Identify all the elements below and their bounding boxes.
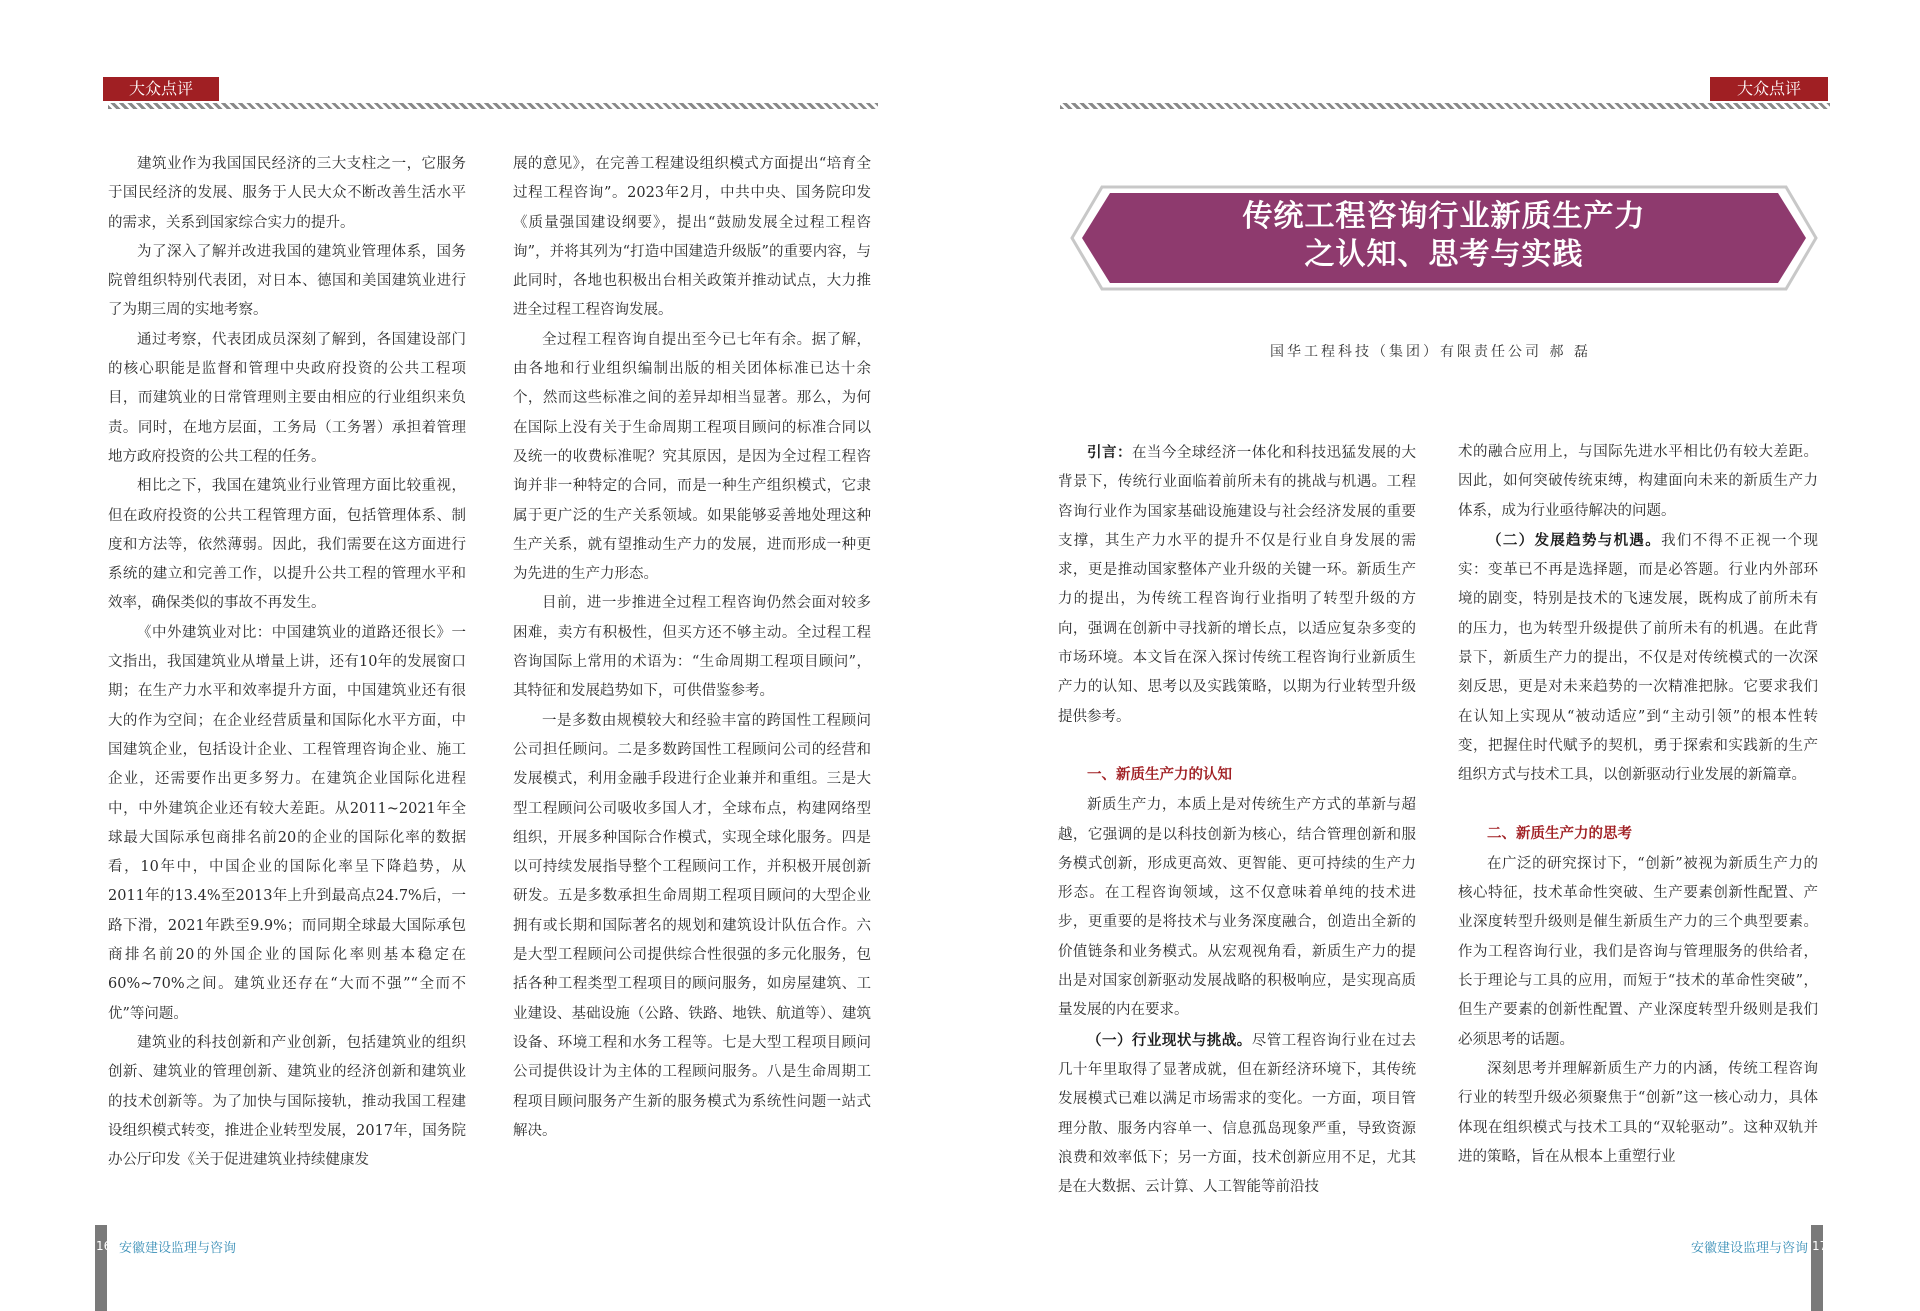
right-column-2 bbox=[1458, 438, 1818, 1172]
article-title-line-1: 传统工程咨询行业新质生产力 bbox=[1242, 199, 1646, 234]
footer-title-left: 安徽建设监理与咨询 bbox=[119, 1241, 237, 1256]
paragraph: 新质生产力，本质上是对传统生产方式的革新与超越，它强调的是以科技创新为核心，结合管理创新和服务模式创新，形成更高效、更智能、更可持续的生产力形态。在工程咨询领域，这不仅意味着单纯的技术进步，更重要的是将技术与业务深度融合，创造出全新的价值链条和业务模式。从宏观视角看，新质生产力的提出是对国家创新驱动发展战略的积极响应，是实现高质量发展的内在要求。 bbox=[1058, 797, 1416, 1019]
paragraph: 展的意见》，在完善工程建设组织模式方面提出“培育全过程工程咨询”。2023年2月，中共中央、国务院印发《质量强国建设纲要》，提出“鼓励发展全过程工程咨询”，并将其列为“打造中国建造升级版”的重要内容，与此同时，各地也积极出台相关政策并推动试点，大力推进全过程工程咨询发展。 bbox=[513, 156, 871, 319]
section-heading-1: 一、新质生产力的认知 bbox=[1087, 765, 1232, 783]
page-edge-bar-right bbox=[1811, 1225, 1823, 1311]
header-rule-right bbox=[1060, 103, 1830, 109]
subheading-1: （一）行业现状与挑战。 bbox=[1087, 1031, 1252, 1049]
page-number-right: 17 bbox=[1812, 1239, 1828, 1253]
paragraph: 通过考察，代表团成员深刻了解到，各国建设部门的核心职能是监督和管理中央政府投资的公共工程项目，而建筑业的日常管理则主要由相应的行业组织来负责。同时，在地方层面，工务局（工务署）承担着管理地方政府投资的公共工程的任务。 bbox=[108, 331, 466, 465]
paragraph: 全过程工程咨询自提出至今已七年有余。据了解，由各地和行业组织编制出版的相关团体标准已达十余个，然而这些标准之间的差异却相当显著。那么，为何在国际上没有关于生命周期工程项目顾问的标准合同以及统一的收费标准呢？究其原因，是因为全过程工程咨询并非一种特定的合同，而是一种生产组织模式，它隶属于更广泛的生产关系领域。如果能够妥善地处理这种生产关系，就有望推动生产力的发展，进而形成一种更为先进的生产力形态。 bbox=[513, 331, 871, 583]
paragraph: 建筑业的科技创新和产业创新，包括建筑业的组织创新、建筑业的管理创新、建筑业的经济创新和建筑业的技术创新等。为了加快与国际接轨，推动我国工程建设组织模式转变，推进企业转型发展，2017年，国务院办公厅印发《关于促进建筑业持续健康发 bbox=[108, 1034, 466, 1169]
paragraph: 目前，进一步推进全过程工程咨询仍然会面对较多困难，卖方有积极性，但买方还不够主动。全过程工程咨询国际上常用的术语为：“生命周期工程项目顾问”，其特征和发展趋势如下，可供借鉴参考。 bbox=[513, 595, 871, 700]
left-column-2 bbox=[513, 150, 871, 1146]
subheading-2-text: 我们不得不正视一个现实：变革已不再是选择题，而是必答题。行业内外部环境的剧变，特别是技术的飞速发展，既构成了前所未有的压力，也为转型升级提供了前所未有的机遇。在此背景下，新质生产力的提出，不仅是对传统模式的一次深刻反思，更是对未来趋势的一次精准把脉。它要求我们在认知上实现从“被动适应”到“主动引领”的根本性转变，把握住时代赋予的契机，勇于探索和实践新的生产组织方式与技术工具，以创新驱动行业发展的新篇章。 bbox=[1458, 532, 1819, 784]
paragraph: 建筑业作为我国国民经济的三大支柱之一，它服务于国民经济的发展、服务于人民大众不断改善生活水平的需求，关系到国家综合实力的提升。 bbox=[108, 156, 466, 231]
paragraph: 《中外建筑业对比：中国建筑业的道路还很长》一文指出，我国建筑业从增量上讲，还有10年的发展窗口期；在生产力水平和效率提升方面，中国建筑业还有很大的作为空间；在企业经营质量和国际化水平方面，中国建筑企业，包括设计企业、工程管理咨询企业、施工企业，还需要作出更多努力。在建筑企业国际化进程中，中外建筑企业还有较大差距。从2011~2021年全球最大国际承包商排名前20的企业的国际化率的数据看，10年中，中国企业的国际化率呈下降趋势，从2011年的13.4%至2013年上升到最高点24.7%后，一路下滑，2021年跌至9.9%；而同期全球最大国际承包商排名前20的外国企业的国际化率则基本稳定在60%~70%之间。建筑业还存在“大而不强”“全而不优”等问题。 bbox=[108, 624, 466, 1022]
paragraph: 一是多数由规模较大和经验丰富的跨国性工程顾问公司担任顾问。二是多数跨国性工程顾问公司的经营和发展模式，利用金融手段进行企业兼并和重组。三是大型工程顾问公司吸收多国人才，全球布点，构建网络型组织，开展多种国际合作模式，实现全球化服务。四是以可持续发展指导整个工程顾问工作，并积极开展创新研发。五是多数承担生命周期工程项目顾问的大型企业拥有或长期和国际著名的规划和建筑设计队伍合作。六是大型工程顾问公司提供综合性很强的多元化服务，包括各种工程类型工程项目的顾问服务，如房屋建筑、工业建设、基础设施（公路、铁路、地铁、航道等）、建筑设备、环境工程和水务工程等。七是大型工程项目顾问公司提供设计为主体的工程顾问服务。八是生命周期工程项目顾问服务产生新的服务模式为系统性问题一站式解决。 bbox=[513, 712, 871, 1139]
article-title bbox=[1100, 198, 1788, 274]
author-byline: 国华工程科技（集团）有限责任公司 郝 磊 bbox=[1270, 344, 1591, 360]
paragraph: 在广泛的研究探讨下，“创新”被视为新质生产力的核心特征，技术革命性突破、生产要素创新性配置、产业深度转型升级则是催生新质生产力的三个典型要素。作为工程咨询行业，我们是咨询与管理服务的供给者，长于理论与工具的应用，而短于“技术的革命性突破”，但生产要素的创新性配置、产业深度转型升级则是我们必须思考的话题。 bbox=[1458, 855, 1818, 1048]
paragraph: 为了深入了解并改进我国的建筑业管理体系，国务院曾组织特别代表团，对日本、德国和美国建筑业进行了为期三周的实地考察。 bbox=[108, 243, 466, 319]
section-tag-left: 大众点评 bbox=[103, 77, 219, 101]
section-heading-2: 二、新质生产力的思考 bbox=[1487, 824, 1632, 842]
paragraph bbox=[1458, 526, 1818, 791]
intro-text: 在当今全球经济一体化和科技迅猛发展的大背景下，传统行业面临着前所未有的挑战与机遇。工程咨询行业作为国家基础设施建设与社会经济发展的重要支撑，其生产力水平的提升不仅是行业自身发展的需求，更是推动国家整体产业升级的关键一环。新质生产力的提出，为传统工程咨询行业指明了转型升级的方向，强调在创新中寻找新的增长点，以适应复杂多变的市场环境。本文旨在深入探讨传统工程咨询行业新质生产力的认知、思考以及实践策略，以期为行业转型升级提供参考。 bbox=[1058, 445, 1417, 725]
intro-paragraph bbox=[1058, 438, 1416, 732]
footer-title-right: 安徽建设监理与咨询 bbox=[1690, 1241, 1808, 1256]
subheading-1-text: 尽管工程咨询行业在过去几十年里取得了显著成就，但在新经济环境下，其传统发展模式已难以满足市场需求的变化。一方面，项目管理分散、服务内容单一、信息孤岛现象严重，导致资源浪费和效率低下；另一方面，技术创新应用不足，尤其是在大数据、云计算、人工智能等前沿技 bbox=[1058, 1032, 1417, 1196]
section-tag-right: 大众点评 bbox=[1710, 77, 1828, 101]
page-edge-bar-left bbox=[95, 1225, 107, 1311]
right-column-1 bbox=[1058, 438, 1416, 1202]
article-title-line-2: 之认知、思考与实践 bbox=[1304, 237, 1584, 272]
left-column-1 bbox=[108, 150, 466, 1175]
paragraph: 术的融合应用上，与国际先进水平相比仍有较大差距。因此，如何突破传统束缚，构建面向未来的新质生产力体系，成为行业亟待解决的问题。 bbox=[1458, 444, 1818, 519]
paragraph bbox=[1058, 1026, 1416, 1203]
subheading-2: （二）发展趋势与机遇。 bbox=[1487, 531, 1662, 549]
page-number-left: 16 bbox=[96, 1239, 112, 1253]
paragraph: 相比之下，我国在建筑业行业管理方面比较重视，但在政府投资的公共工程管理方面，包括管理体系、制度和方法等，依然薄弱。因此，我们需要在这方面进行系统的建立和完善工作，以提升公共工程的管理水平和效率，确保类似的事故不再发生。 bbox=[108, 478, 466, 612]
header-rule-left bbox=[108, 103, 878, 109]
intro-label: 引言： bbox=[1087, 444, 1132, 461]
paragraph: 深刻思考并理解新质生产力的内涵，传统工程咨询行业的转型升级必须聚焦于“创新”这一核心动力，具体体现在组织模式与技术工具的“双轮驱动”。这种双轨并进的策略，旨在从根本上重塑行业 bbox=[1458, 1060, 1818, 1165]
